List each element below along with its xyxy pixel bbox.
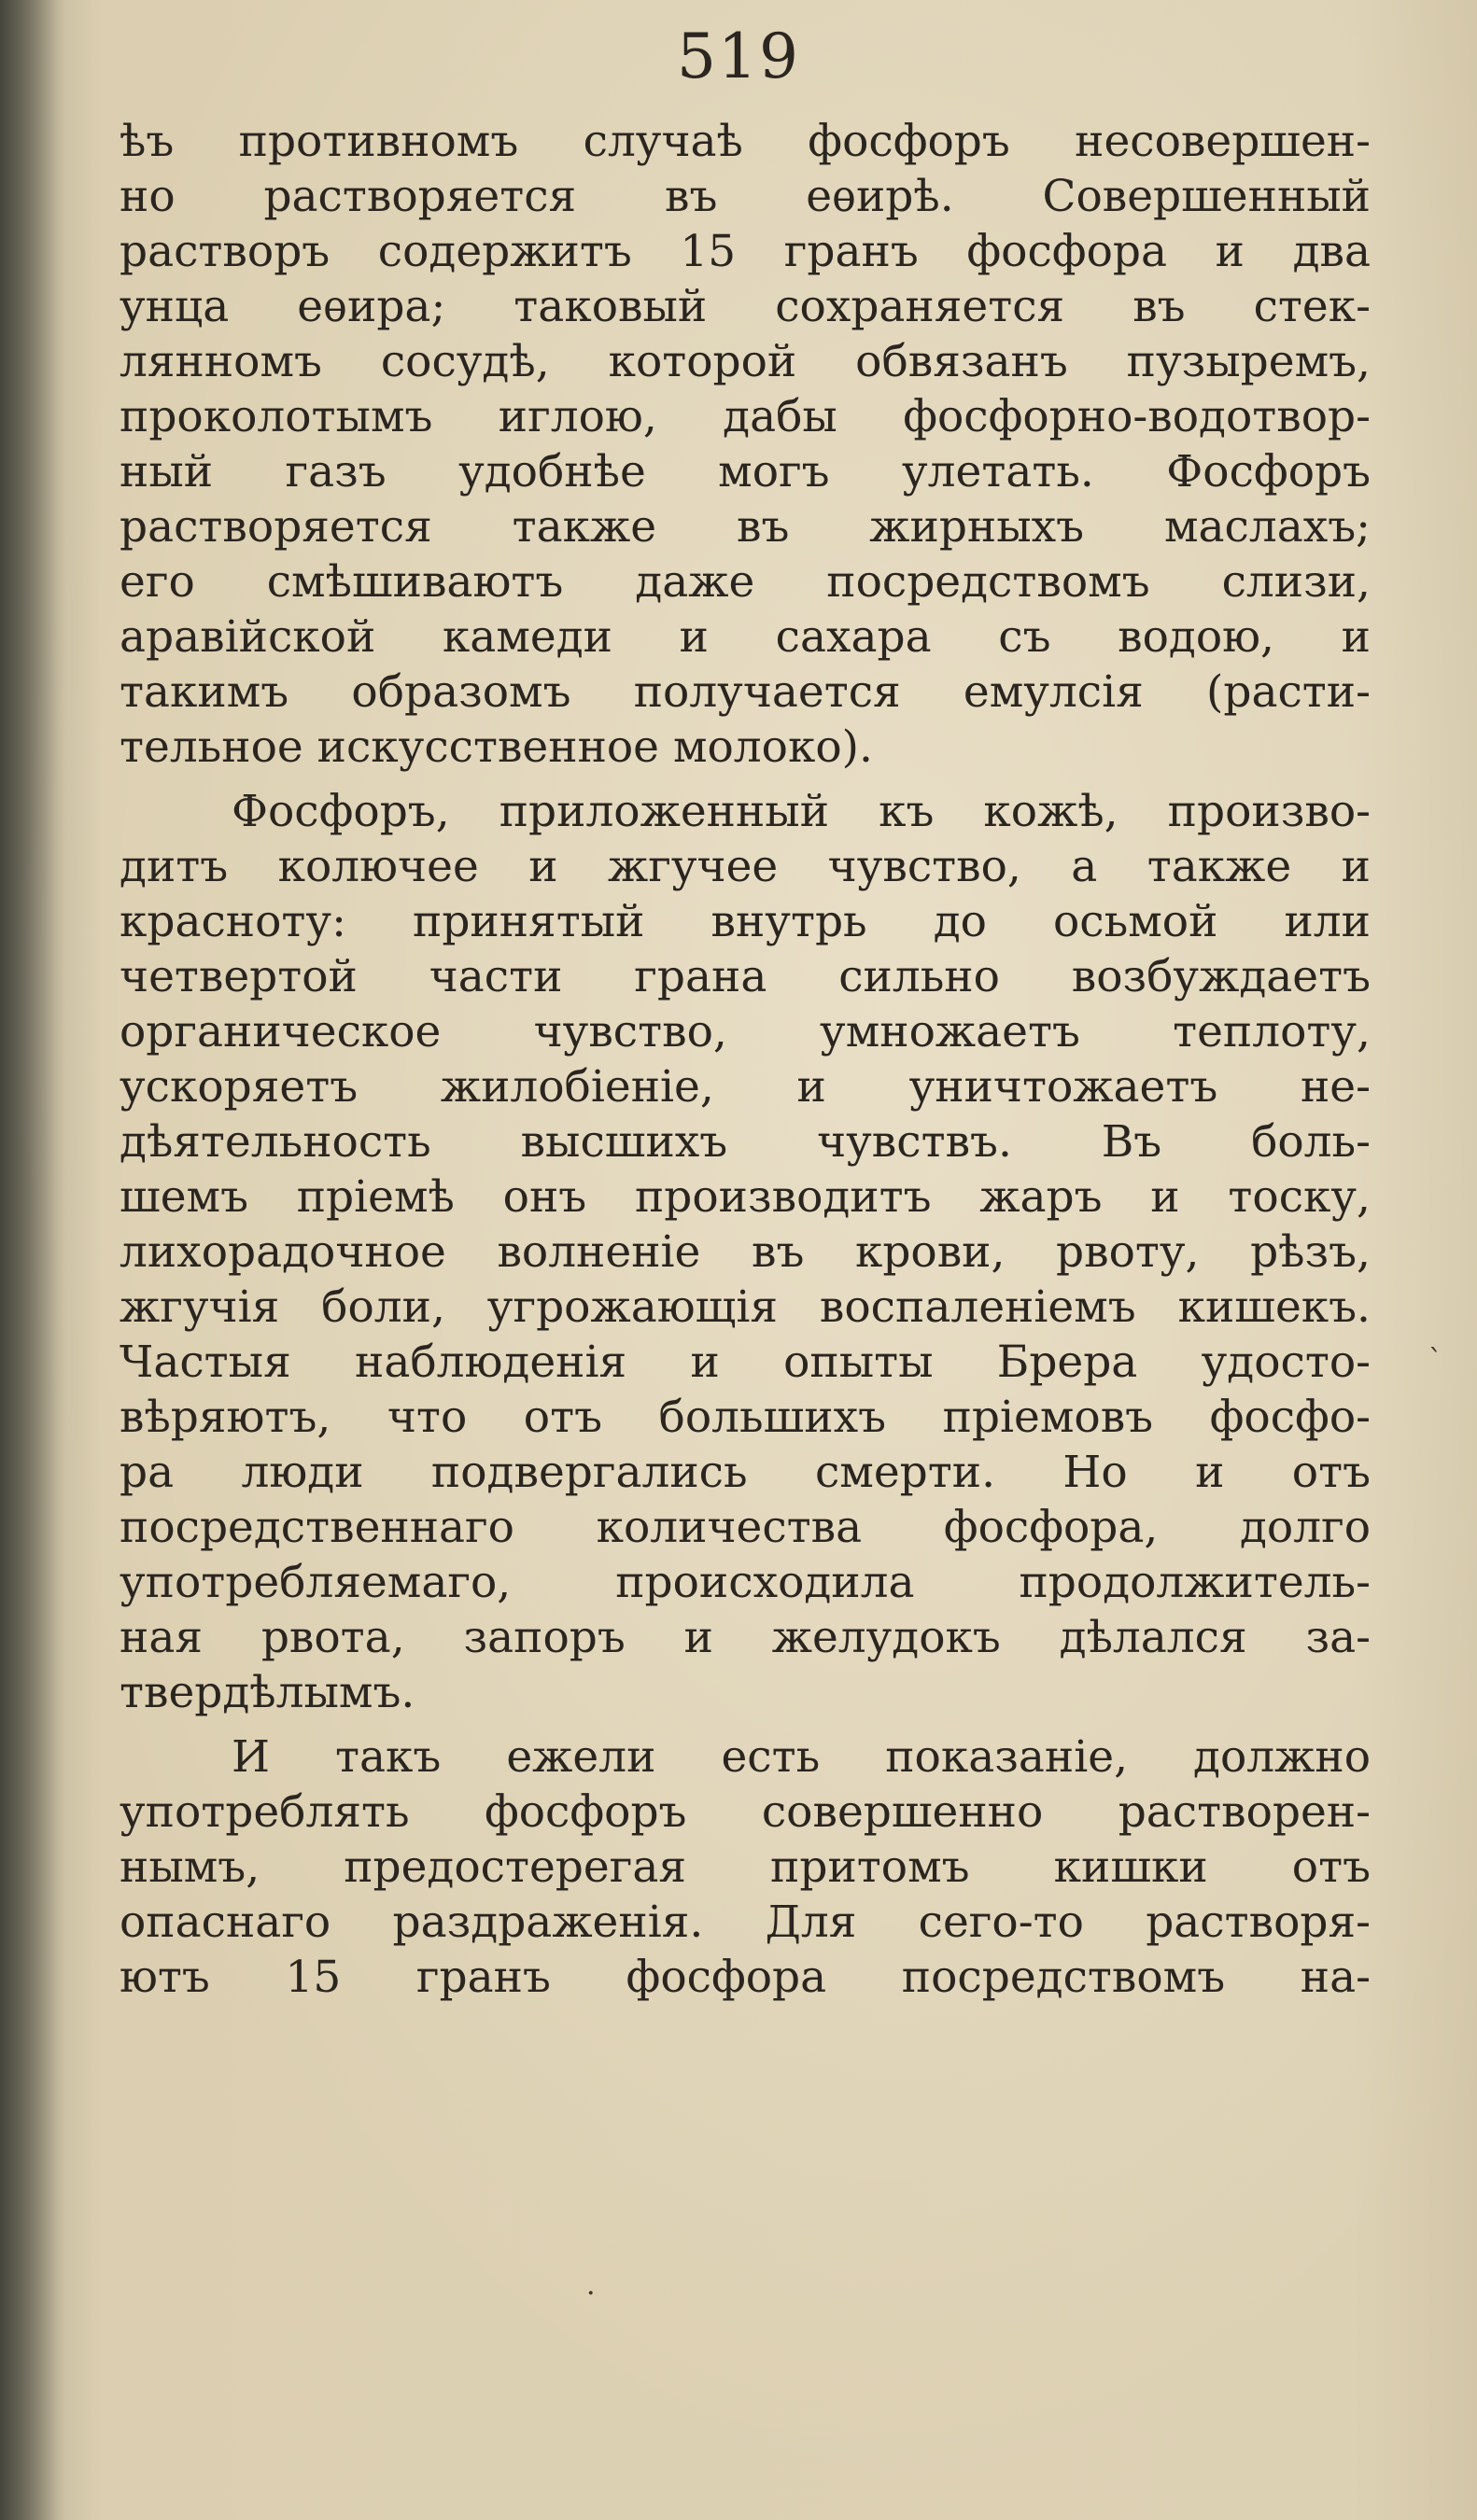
text-line: посредственнаго количества фосфора, долго [120,1502,1371,1553]
stray-ink-mark: ˋ [1428,1344,1442,1377]
text-line: жгучія боли, угрожающія воспаленіемъ кишекъ. [120,1281,1371,1333]
text-line: дѣятельность высшихъ чувствъ. Въ боль- [120,1116,1371,1168]
text-line: вѣряютъ, что отъ большихъ пріемовъ фосфо- [120,1392,1371,1443]
page-number: 519 [677,21,800,92]
text-line: Частыя наблюденія и опыты Брера удосто- [120,1337,1371,1388]
text-line: такимъ образомъ получается емулсія (расти- [120,666,1371,718]
text-line: красноту: принятый внутрь до осьмой или [120,896,1371,947]
text-line: четвертой части грана сильно возбуждаетъ [120,951,1371,1002]
text-line: растворъ содержитъ 15 гранъ фосфора и два [120,226,1371,277]
text-line: органическое чувство, умножаетъ теплоту, [120,1006,1371,1057]
text-line: опаснаго раздраженія. Для сего-то растворя- [120,1897,1371,1948]
text-line: нымъ, предостерегая притомъ кишки отъ [120,1841,1371,1893]
text-line: тельное искусственное молоко). [120,721,873,773]
text-line: его смѣшиваютъ даже посредствомъ слизи, [120,556,1371,608]
text-line: ра люди подвергались смерти. Но и отъ [120,1447,1371,1498]
text-line: проколотымъ иглою, дабы фосфорно-водотвор- [120,391,1371,442]
text-line: твердѣлымъ. [120,1667,415,1718]
text-line: ютъ 15 гранъ фосфора посредствомъ на- [120,1952,1371,2003]
text-line: употреблять фосфоръ совершенно растворен- [120,1786,1371,1838]
text-line: растворяется также въ жирныхъ маслахъ; [120,501,1371,553]
text-line: Фосфоръ, приложенный къ кожѣ, произво- [232,786,1371,837]
text-line: ѣъ противномъ случаѣ фосфоръ несовершен- [120,116,1371,167]
text-line: аравійской камеди и сахара съ водою, и [120,611,1371,663]
body-text [120,114,1371,2005]
text-line: ная рвота, запоръ и желудокъ дѣлался за- [120,1612,1371,1663]
text-line: унца еѳира; таковый сохраняется въ стек- [120,281,1371,332]
text-line: лихорадочное волненіе въ крови, рвоту, рѣзъ, [120,1226,1371,1278]
paragraph-1 [120,114,1371,775]
text-line: ный газъ удобнѣе могъ улетать. Фосфоръ [120,446,1371,497]
text-line: шемъ пріемѣ онъ производитъ жаръ и тоску, [120,1171,1371,1223]
text-line: лянномъ сосудѣ, которой обвязанъ пузыремъ, [120,336,1371,387]
paragraph-3 [120,1729,1371,2005]
text-line: употребляемаго, происходила продолжитель- [120,1557,1371,1608]
text-line: но растворяется въ еѳирѣ. Совершенный [120,171,1371,222]
text-line: дитъ колючее и жгучее чувство, а также и [120,841,1371,892]
binding-gutter-shadow [0,0,65,2520]
paragraph-2 [120,784,1371,1720]
text-line: ускоряетъ жилобіеніе, и уничтожаетъ не- [120,1061,1371,1113]
text-line: И такъ ежели есть показаніе, должно [232,1731,1371,1783]
stray-ink-dot: · [586,2277,596,2310]
